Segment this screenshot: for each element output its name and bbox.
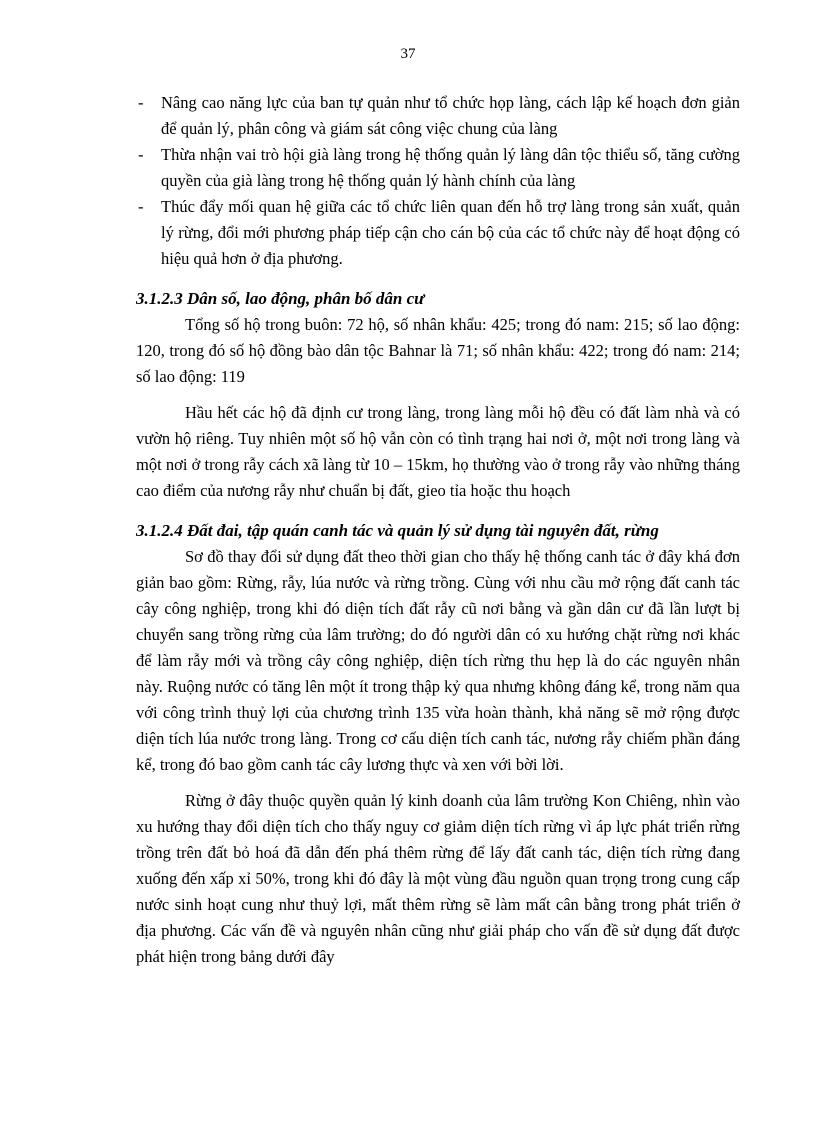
page-number: 37 xyxy=(400,46,416,62)
paragraph: Tổng số hộ trong buôn: 72 hộ, số nhân khẩu: 425; trong đó nam: 215; số lao động: 120, trong đó số hộ đồng bào dân tộc Bahnar là 71; số nhân khẩu: 422; trong đó nam: 214; số lao động: 119 xyxy=(136,315,740,386)
section-heading-population: 3.1.2.3 Dân số, lao động, phân bố dân cư xyxy=(136,289,425,308)
section-heading-land-use: 3.1.2.4 Đất đai, tập quán canh tác và quản lý sử dụng tài nguyên đất, rừng xyxy=(136,521,659,540)
paragraph: Sơ đồ thay đổi sử dụng đất theo thời gian cho thấy hệ thống canh tác ở đây khá đơn giản bao gồm: Rừng, rẫy, lúa nước và rừng trồng. Cùng với nhu cầu mở rộng đất canh tác cây công nghiệp, trong khi đó diện tích đất rẫy cũ nơi bằng và gần dân cư đã lần lượt bị chuyển sang trồng rừng của lâm trường; do đó người dân có xu hướng chặt rừng nơi khác để làm rẫy mới và trồng cây công nghiệp, diện tích rừng thu hẹp là do các nguyên nhân này. Ruộng nước có tăng lên một ít trong thập kỷ qua nhưng không đáng kể, trong năm qua với công trình thuỷ lợi của chương trình 135 vừa hoàn thành, khả năng sẽ mở rộng được diện tích lúa nước trong làng. Trong cơ cấu diện tích canh tác, nương rẫy chiếm phần đáng kể, trong đó bao gồm canh tác cây lương thực và xen với bời lời. xyxy=(136,547,740,774)
bullet-text: Thúc đẩy mối quan hệ giữa các tổ chức liên quan đến hỗ trợ làng trong sản xuất, quản lý rừng, đổi mới phương pháp tiếp cận cho cán bộ của các tổ chức này để hoạt động có hiệu quả hơn ở địa phương. xyxy=(161,197,740,268)
bullet-list xyxy=(136,90,740,272)
paragraph: Hầu hết các hộ đã định cư trong làng, trong làng mỗi hộ đều có đất làm nhà và có vườn hộ riêng. Tuy nhiên một số hộ vẫn còn có tình trạng hai nơi ở, một nơi trong làng và một nơi ở trong rẫy cách xã làng từ 10 – 15km, họ thường vào ở trong rẫy vào những tháng cao điểm của nương rẫy như chuẩn bị đất, gieo tỉa hoặc thu hoạch xyxy=(136,403,740,500)
bullet-marker: - xyxy=(138,145,144,164)
list-item xyxy=(136,194,740,272)
bullet-marker: - xyxy=(138,197,144,216)
list-item xyxy=(136,142,740,194)
page-content xyxy=(136,90,740,970)
bullet-text: Nâng cao năng lực của ban tự quản như tổ chức họp làng, cách lập kế hoạch đơn giản để quản lý, phân công và giám sát công việc chung của làng xyxy=(161,93,740,138)
paragraph: Rừng ở đây thuộc quyền quản lý kinh doanh của lâm trường Kon Chiêng, nhìn vào xu hướng thay đổi diện tích cho thấy nguy cơ giảm diện tích rừng vì áp lực phát triển rừng trồng trên đất bỏ hoá đã dẫn đến phá thêm rừng để lấy đất canh tác, diện tích rừng đang xuống đến xấp xỉ 50%, trong khi đó đây là một vùng đầu nguồn quan trọng trong cung cấp nước sinh hoạt cung như thuỷ lợi, mất thêm rừng sẽ làm mất cân bằng trong phát triển ở địa phương. Các vấn đề và nguyên nhân cũng như giải pháp cho vấn đề sử dụng đất được phát hiện trong bảng dưới đây xyxy=(136,791,740,966)
bullet-text: Thừa nhận vai trò hội già làng trong hệ thống quản lý làng dân tộc thiểu số, tăng cường quyền của già làng trong hệ thống quản lý hành chính của làng xyxy=(161,145,740,190)
bullet-marker: - xyxy=(138,93,144,112)
list-item xyxy=(136,90,740,142)
